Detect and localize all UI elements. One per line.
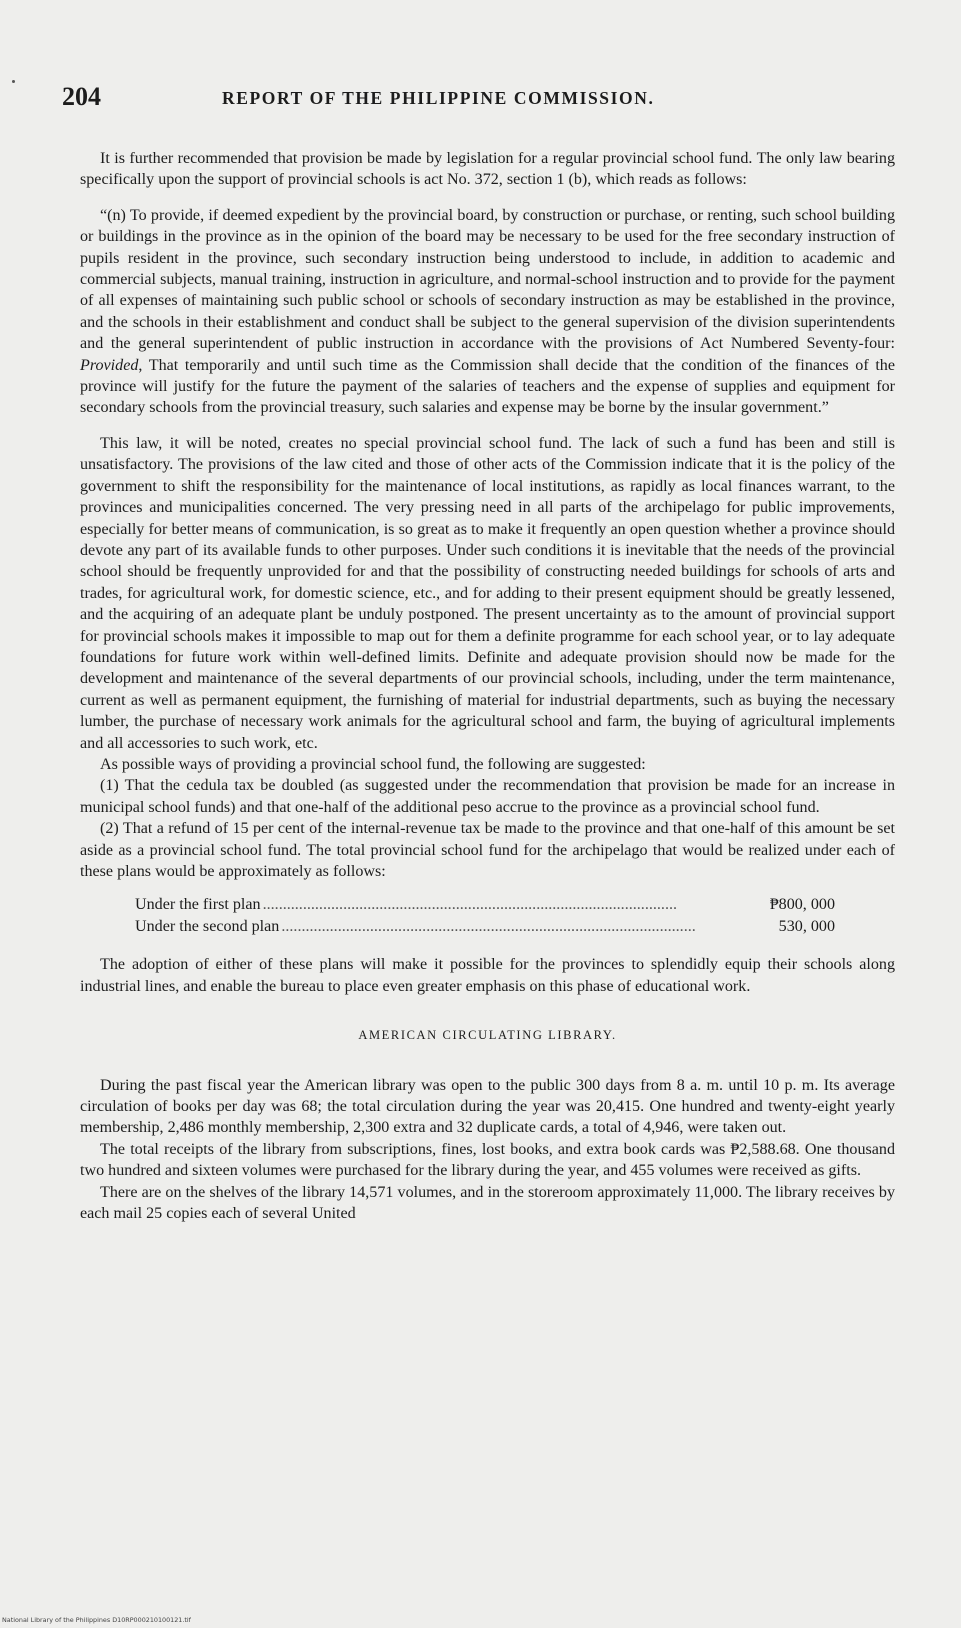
leader-dots: ....................................................................................................... (262, 896, 678, 914)
paragraph-plan-two: (2) That a refund of 15 per cent of the internal-revenue tax be made to the province and that one-half of this amount be set aside as a provincial school fund. The total provincial school fund for the archipelago that would be realized under each of these plans would be approximately as follows: (80, 820, 895, 880)
paragraph-plan-one: (1) That the cedula tax be doubled (as suggested under the recommendation that provision be made for an increase in municipal school funds) and that one-half of the additional peso accrue to the province as a provincial school fund. (80, 777, 895, 816)
scan-footer-stamp: National Library of the Philippines D10RP000210100121.tif (2, 1616, 191, 1624)
plan-value: 530, 000 (778, 918, 835, 936)
paragraph-adoption: The adoption of either of these plans will make it possible for the provinces to splendidly equip their schools along industrial lines, and enable the bureau to place even greater emphasis on this phase of educational work. (80, 956, 895, 995)
paragraph-law-quote (80, 205, 895, 419)
paragraph-law-analysis: This law, it will be noted, creates no special provincial school fund. The lack of such a fund has been and still is unsatisfactory. The provisions of the law cited and those of other acts of the Commission indicate that it is the policy of the government to shift the responsibility for the maintenance of local institutions, as rapidly as local finances warrant, to the provinces and municipalities concerned. The very pressing need in all parts of the archipelago for public improvements, especially for better means of communication, is so great as to make it frequently an open question whether a province should devote any part of its available funds to other purposes. Under such conditions it is inevitable that the needs of the provincial school should be frequently unprovided for and that the possibility of constructing needed buildings for schools of arts and trades, for agricultural work, for domestic science, etc., and for adding to their present equipment should be greatly lessened, and the acquiring of an adequate plant be unduly postponed. The present uncertainty as to the amount of provincial support for provincial schools makes it impossible to map out for them a definite programme for each school year, or to lay adequate foundations for future work within well-defined limits. Definite and adequate provision should now be made for the development and maintenance of the several departments of our provincial schools, including, under the term maintenance, current as well as permanent equipment, the furnishing of material for industrial departments, such as buying the necessary lumber, the purchase of necessary work animals for the agricultural school and farm, the buying of agricultural implements and all accessories to such work, etc. (80, 434, 895, 752)
paragraph-library-receipts: The total receipts of the library from subscriptions, fines, lost books, and extra book cards was ₱2,588.68. One thousand two hundred and sixteen volumes were purchased for the library during the year, and 455 volumes were received as gifts. (80, 1140, 895, 1180)
paragraph-recommendation: It is further recommended that provision be made by legislation for a regular provincial school fund. The only law bearing specifically upon the support of provincial schools is act No. 372, section 1 (b), which reads as follows: (80, 150, 895, 189)
section-heading: AMERICAN CIRCULATING LIBRARY. (358, 1028, 617, 1043)
quote-text-rest: , That temporarily and until such time as the Commission shall decide that the condition of the finances of the province will justify for the future the payment of the salaries of teachers and the expense of supplies and equipment for secondary schools from the provincial treasury, such salaries and expense may be borne by the insular government.” (80, 356, 895, 417)
page-number: 204 (62, 82, 101, 111)
plan-row (135, 894, 835, 916)
plans-table (135, 894, 835, 938)
scan-speck (12, 80, 15, 83)
plan-label: Under the first plan (135, 896, 261, 914)
plan-row (135, 916, 835, 938)
plan-value: ₱800, 000 (769, 896, 835, 914)
leader-dots: ....................................................................................................... (281, 918, 696, 936)
paragraph-library-stats: During the past fiscal year the American library was open to the public 300 days from 8 a. m. until 10 p. m. Its average circulation of books per day was 68; the total circulation during the year was 20,415. One hundred and twenty-eight yearly membership, 2,486 monthly membership, 2,300 extra and 32 duplicate cards, a total of 4,946, were taken out. (80, 1076, 895, 1137)
quote-text: “(n) To provide, if deemed expedient by the provincial board, by construction or purchase, or renting, such school building or buildings in the province as in the opinion of the board may be necessary to be used for the free secondary instruction of pupils resident in the province, such secondary instruction being understood to include, in addition to academic and commercial subjects, manual training, instruction in agriculture, and normal-school instruction and to provide for the payment of all expenses of maintaining such public school or schools of secondary instruction as may be established in the province, and the schools in their establishment and conduct shall be subject to the general supervision of the division superintendents and the general superintendent of public instruction in accordance with the provisions of Act Numbered Seventy-four: (80, 206, 895, 353)
plan-label: Under the second plan (135, 918, 280, 936)
page-body (80, 148, 895, 1224)
quote-provided: Provided (80, 356, 139, 374)
paragraph-library-volumes: There are on the shelves of the library 14,571 volumes, and in the storeroom approximately 11,000. The library receives by each mail 25 copies each of several United (80, 1183, 895, 1223)
page-header (62, 82, 902, 118)
running-head: REPORT OF THE PHILIPPINE COMMISSION. (222, 88, 655, 108)
paragraph-suggestions-intro: As possible ways of providing a provincial school fund, the following are suggested: (100, 755, 646, 773)
